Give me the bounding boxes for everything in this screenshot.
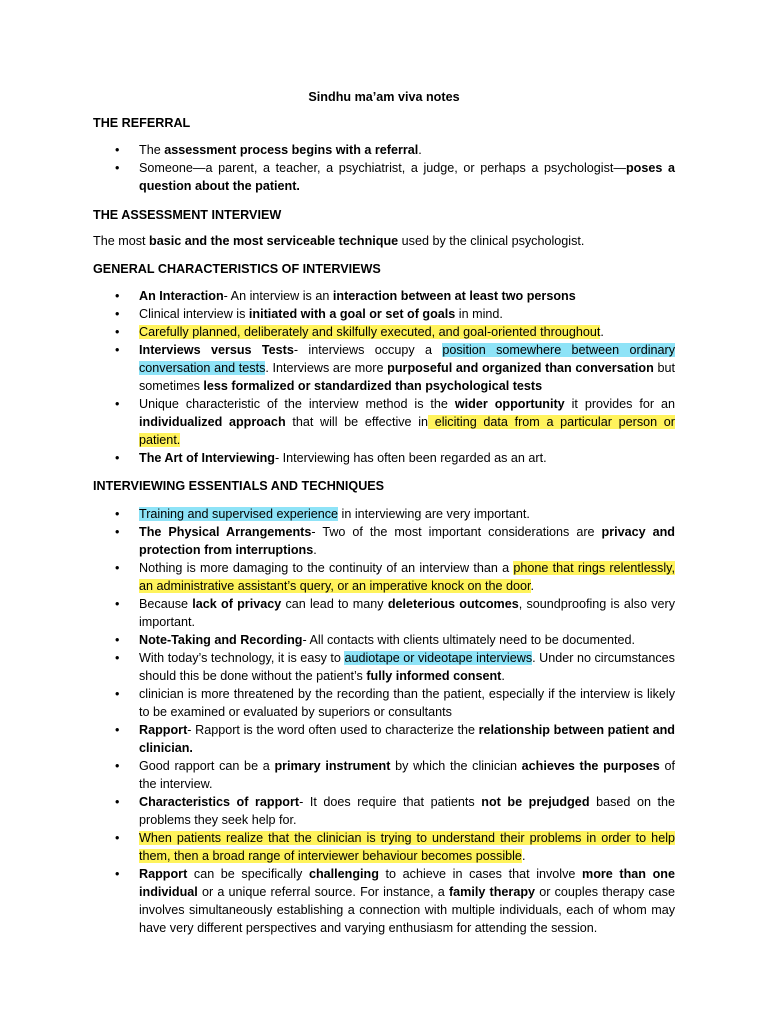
list-item [93,631,675,649]
highlighted-text: audiotape or videotape interviews [344,651,533,665]
heading-assessment-interview: THE ASSESSMENT INTERVIEW [93,208,282,222]
interviewing-essentials-list [93,505,675,937]
list-item [93,595,675,631]
text-run: or a unique referral source. For instance, a [197,885,449,899]
heading-referral: THE REFERRAL [93,116,191,130]
bold-text: relationship between patient and clinician. [139,723,675,755]
text-run: - It does require that patients [299,795,482,809]
bullet-icon: • [115,723,120,737]
text-run: used by the clinical psychologist. [398,234,585,248]
bullet-icon: • [115,525,120,539]
bold-text: wider opportunity [454,397,565,411]
bullet-icon: • [115,687,120,701]
bullet-icon: • [115,161,120,175]
bullet-icon: • [115,597,120,611]
list-item [93,505,675,523]
text-run: . [501,669,505,683]
text-run: it provides for an [564,397,675,411]
list-item [93,649,675,685]
text-run: - An interview is an [223,289,333,303]
bold-text: challenging [308,867,379,881]
text-run: Good rapport can be a [139,759,275,773]
bullet-icon: • [115,633,120,647]
bold-text: achieves the purposes [521,759,660,773]
bold-text: privacy and protection from interruptions [139,525,675,557]
bold-text: individualized approach [139,415,286,429]
bullet-icon: • [115,307,120,321]
text-run: of the interview. [139,759,675,791]
bold-text: Rapport [139,867,188,881]
bullet-icon: • [115,831,120,845]
highlighted-text: eliciting data from a particular person or patient. [139,415,675,447]
highlighted-text: phone that rings relentlessly, an administrative assistant’s query, or an imperative knock on the door [139,561,675,593]
text-run: can be specifically [187,867,309,881]
bold-text: Note-Taking and Recording [139,633,303,647]
list-item [93,323,675,341]
list-item [93,159,675,195]
list-item [93,341,675,395]
bold-text: deleterious outcomes [387,597,519,611]
highlighted-text: Carefully planned, deliberately and skilfully executed, and goal-oriented throughout [139,325,601,339]
bullet-icon: • [115,867,120,881]
bold-text: primary instrument [274,759,391,773]
text-run: With today’s technology, it is easy to [139,651,345,665]
highlighted-text: When patients realize that the clinician is trying to understand their problems in order to help them, then a broad range of interviewer behaviour becomes possible [139,831,675,863]
bold-text: not be prejudged [481,795,590,809]
heading-interviewing-essentials: INTERVIEWING ESSENTIALS AND TECHNIQUES [93,479,385,493]
text-run: - interviews occupy a [293,343,443,357]
text-run: Nothing is more damaging to the continuity of an interview than a [139,561,514,575]
text-run: or couples therapy case involves simultaneously establishing a connection with multiple individuals, each of whom may have very different perspectives and varying enthusiasm for attending the session. [139,885,675,935]
bullet-icon: • [115,325,120,339]
text-run: The most [93,234,149,248]
bullet-icon: • [115,759,120,773]
list-item [93,865,675,937]
bold-text: family therapy [448,885,536,899]
list-item [93,685,675,721]
text-run: . [530,579,535,593]
list-item [93,793,675,829]
bold-text: initiated with a goal or set of goals [248,307,456,321]
text-run: The [139,143,165,157]
list-item [93,721,675,757]
bullet-icon: • [115,289,120,303]
text-run: - All contacts with clients ultimately need to be documented. [302,633,636,647]
highlighted-text: Training and supervised experience [139,507,339,521]
text-run: Someone—a parent, a teacher, a psychiatrist, a judge, or perhaps a psychologist— [139,161,626,175]
list-item [93,395,675,449]
list-item [93,287,675,305]
bold-text: lack of privacy [192,597,282,611]
text-run: - Interviewing has often been regarded as an art. [274,451,547,465]
document-title: Sindhu ma’am viva notes [308,90,460,104]
text-run: . Under no circumstances should this be done without the patient’s [139,651,675,683]
list-item [93,523,675,559]
bold-text: fully informed consent [366,669,502,683]
referral-list [93,141,675,195]
bold-text: The Art of Interviewing [139,451,275,465]
bold-text: Characteristics of rapport [139,795,300,809]
text-run: - Rapport is the word often used to characterize the [187,723,479,737]
bold-text: assessment process begins with a referral [164,143,419,157]
text-run: . [521,849,526,863]
text-run: Unique characteristic of the interview method is the [139,397,455,411]
bullet-icon: • [115,143,120,157]
bold-text: purposeful and organized than conversation [387,361,654,375]
highlighted-text: position somewhere between ordinary conversation and tests [139,343,675,375]
text-run: . [600,325,604,339]
list-item [93,757,675,793]
bullet-icon: • [115,651,120,665]
text-run: - Two of the most important considerations are [311,525,602,539]
list-item [93,141,675,159]
text-run: to achieve in cases that involve [378,867,583,881]
bullet-icon: • [115,343,120,357]
list-item [93,829,675,865]
text-run: based on the problems they seek help for. [139,795,676,827]
bullet-icon: • [115,561,120,575]
bullet-icon: • [115,397,120,411]
text-run: can lead to many [281,597,388,611]
bold-text: The Physical Arrangements [139,525,312,539]
text-run: in mind. [455,307,503,321]
text-run: that will be effective in [285,415,429,429]
bold-text: Interviews versus Tests [139,343,294,357]
text-run: . [313,543,317,557]
list-item [93,449,675,467]
bullet-icon: • [115,507,120,521]
list-item [93,305,675,323]
text-run: Clinical interview is [139,307,249,321]
bold-text: less formalized or standardized than psychological tests [203,379,543,393]
bold-text: An Interaction [139,289,224,303]
heading-general-characteristics: GENERAL CHARACTERISTICS OF INTERVIEWS [93,262,381,276]
bold-text: poses a question about the patient. [139,161,675,193]
text-run: in interviewing are very important. [338,507,530,521]
bold-text: more than one individual [139,867,676,899]
text-run: Because [139,597,193,611]
text-run: clinician is more threatened by the recording than the patient, especially if the interview is likely to be examined or evaluated by superiors or consultants [139,687,675,719]
bold-text: Rapport [139,723,188,737]
text-run: , soundproofing is also very important. [139,597,675,629]
list-item [93,559,675,595]
bold-text: interaction between at least two persons [332,289,576,303]
bullet-icon: • [115,795,120,809]
bullet-icon: • [115,451,120,465]
text-run: by which the clinician [390,759,522,773]
bold-text: basic and the most serviceable technique [149,234,399,248]
text-run: . Interviews are more [265,361,388,375]
text-run: but sometimes [139,361,675,393]
general-characteristics-list [93,287,675,467]
text-run: . [418,143,422,157]
assessment-interview-paragraph [93,232,675,250]
